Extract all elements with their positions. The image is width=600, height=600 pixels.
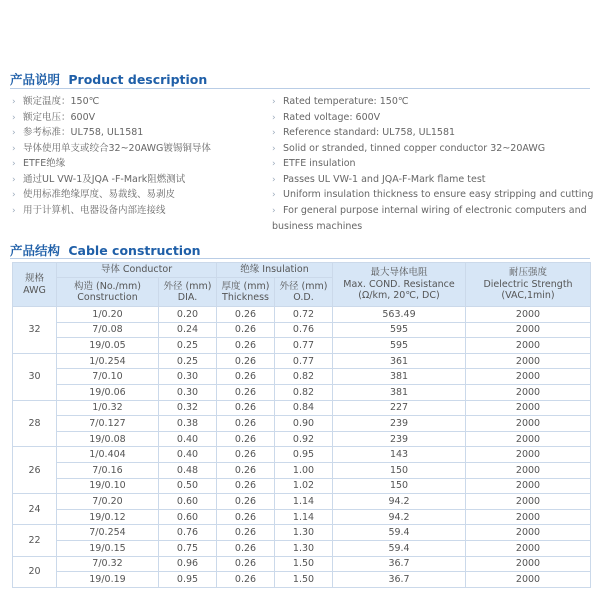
product-description-title-en: Product description bbox=[68, 72, 208, 87]
resistance-cell: 563.49 bbox=[333, 307, 466, 323]
resistance-cell: 36.7 bbox=[333, 572, 466, 588]
table-row bbox=[13, 338, 591, 354]
construction-cell: 19/0.10 bbox=[57, 478, 159, 494]
resistance-cell: 59.4 bbox=[333, 525, 466, 541]
product-description-list bbox=[12, 94, 600, 234]
od-cell: 1.50 bbox=[275, 556, 333, 572]
thickness-cell: 0.26 bbox=[217, 416, 275, 432]
resistance-cell: 239 bbox=[333, 431, 466, 447]
thickness-cell: 0.26 bbox=[217, 353, 275, 369]
resistance-cell: 59.4 bbox=[333, 540, 466, 556]
od-cell: 1.50 bbox=[275, 572, 333, 588]
od-cell: 1.02 bbox=[275, 478, 333, 494]
table-row bbox=[13, 525, 591, 541]
description-item-zh: › 使用标准绝缘厚度、易裁线、易剥皮 bbox=[12, 187, 175, 204]
header-conductor: 导体 Conductor bbox=[57, 263, 217, 278]
thickness-cell: 0.26 bbox=[217, 494, 275, 510]
description-item-zh: › 额定电压：600V bbox=[12, 110, 95, 127]
thickness-cell: 0.26 bbox=[217, 307, 275, 323]
dielectric-cell: 2000 bbox=[466, 556, 591, 572]
construction-cell: 19/0.06 bbox=[57, 384, 159, 400]
description-item-en: › Rated temperature: 150℃ bbox=[272, 94, 600, 111]
chevron-right-icon: › bbox=[12, 128, 16, 138]
table-row bbox=[13, 416, 591, 432]
header-od: 外径 (mm) O.D. bbox=[275, 278, 333, 307]
table-row bbox=[13, 447, 591, 463]
table-row bbox=[13, 572, 591, 588]
dielectric-cell: 2000 bbox=[466, 369, 591, 385]
chevron-right-icon: › bbox=[12, 159, 16, 169]
table-row bbox=[13, 431, 591, 447]
table-row bbox=[13, 462, 591, 478]
dielectric-cell: 2000 bbox=[466, 431, 591, 447]
description-item-zh: › 通过UL VW-1及JQA -F-Mark阻燃测试 bbox=[12, 172, 185, 189]
awg-cell: 30 bbox=[13, 353, 57, 400]
construction-cell: 19/0.08 bbox=[57, 431, 159, 447]
thickness-cell: 0.26 bbox=[217, 572, 275, 588]
chevron-right-icon: › bbox=[272, 190, 276, 200]
resistance-cell: 381 bbox=[333, 369, 466, 385]
description-item-en: › Reference standard: UL758, UL1581 bbox=[272, 125, 600, 142]
thickness-cell: 0.26 bbox=[217, 338, 275, 354]
header-awg: 规格 AWG bbox=[13, 263, 57, 307]
resistance-cell: 381 bbox=[333, 384, 466, 400]
dielectric-cell: 2000 bbox=[466, 307, 591, 323]
dia-cell: 0.95 bbox=[159, 572, 217, 588]
resistance-cell: 150 bbox=[333, 462, 466, 478]
cable-construction-title-zh: 产品结构 bbox=[10, 243, 61, 258]
description-item-en: › Uniform insulation thickness to ensure easy stripping and cutting bbox=[272, 187, 600, 204]
resistance-cell: 595 bbox=[333, 338, 466, 354]
table-row bbox=[13, 478, 591, 494]
thickness-cell: 0.26 bbox=[217, 384, 275, 400]
dielectric-cell: 2000 bbox=[466, 416, 591, 432]
awg-cell: 26 bbox=[13, 447, 57, 494]
table-row bbox=[13, 369, 591, 385]
thickness-cell: 0.26 bbox=[217, 540, 275, 556]
chevron-right-icon: › bbox=[272, 143, 276, 154]
dielectric-cell: 2000 bbox=[466, 572, 591, 588]
table-row bbox=[13, 353, 591, 369]
thickness-cell: 0.26 bbox=[217, 462, 275, 478]
chevron-right-icon: › bbox=[272, 205, 276, 216]
construction-cell: 7/0.20 bbox=[57, 494, 159, 510]
table-row bbox=[13, 400, 591, 416]
description-item bbox=[12, 187, 600, 203]
dia-cell: 0.40 bbox=[159, 431, 217, 447]
chevron-right-icon: › bbox=[272, 174, 276, 185]
od-cell: 1.14 bbox=[275, 509, 333, 525]
table-row bbox=[13, 384, 591, 400]
dia-cell: 0.24 bbox=[159, 322, 217, 338]
description-item-zh: › 参考标准：UL758, UL1581 bbox=[12, 125, 143, 142]
od-cell: 0.82 bbox=[275, 369, 333, 385]
description-item-en: › Rated voltage: 600V bbox=[272, 110, 600, 127]
dia-cell: 0.50 bbox=[159, 478, 217, 494]
thickness-cell: 0.26 bbox=[217, 447, 275, 463]
dia-cell: 0.32 bbox=[159, 400, 217, 416]
chevron-right-icon: › bbox=[272, 128, 276, 138]
dielectric-cell: 2000 bbox=[466, 353, 591, 369]
resistance-cell: 36.7 bbox=[333, 556, 466, 572]
cable-construction-divider bbox=[10, 258, 590, 259]
table-row bbox=[13, 540, 591, 556]
od-cell: 1.30 bbox=[275, 525, 333, 541]
construction-cell: 7/0.08 bbox=[57, 322, 159, 338]
chevron-right-icon: › bbox=[272, 97, 276, 107]
od-cell: 1.14 bbox=[275, 494, 333, 510]
awg-cell: 24 bbox=[13, 494, 57, 525]
table-row bbox=[13, 494, 591, 510]
dielectric-cell: 2000 bbox=[466, 494, 591, 510]
construction-cell: 19/0.05 bbox=[57, 338, 159, 354]
description-item-zh: › ETFE绝缘 bbox=[12, 156, 65, 173]
dia-cell: 0.60 bbox=[159, 494, 217, 510]
resistance-cell: 94.2 bbox=[333, 494, 466, 510]
dia-cell: 0.60 bbox=[159, 509, 217, 525]
description-item bbox=[12, 110, 600, 126]
thickness-cell: 0.26 bbox=[217, 369, 275, 385]
chevron-right-icon: › bbox=[12, 174, 16, 185]
resistance-cell: 143 bbox=[333, 447, 466, 463]
dielectric-cell: 2000 bbox=[466, 384, 591, 400]
header-construction: 构造 (No./mm) Construction bbox=[57, 278, 159, 307]
construction-cell: 7/0.127 bbox=[57, 416, 159, 432]
dielectric-cell: 2000 bbox=[466, 400, 591, 416]
thickness-cell: 0.26 bbox=[217, 322, 275, 338]
resistance-cell: 94.2 bbox=[333, 509, 466, 525]
description-item-en: › For general purpose internal wiring of electronic computers and business machines bbox=[272, 204, 587, 232]
awg-cell: 20 bbox=[13, 556, 57, 587]
od-cell: 0.77 bbox=[275, 338, 333, 354]
dielectric-cell: 2000 bbox=[466, 338, 591, 354]
chevron-right-icon: › bbox=[272, 112, 276, 123]
dia-cell: 0.38 bbox=[159, 416, 217, 432]
header-dielectric: 耐压强度 Dielectric Strength (VAC,1min) bbox=[466, 263, 591, 307]
dia-cell: 0.30 bbox=[159, 384, 217, 400]
header-insulation: 绝缘 Insulation bbox=[217, 263, 333, 278]
od-cell: 0.90 bbox=[275, 416, 333, 432]
awg-cell: 28 bbox=[13, 400, 57, 447]
dielectric-cell: 2000 bbox=[466, 478, 591, 494]
od-cell: 0.72 bbox=[275, 307, 333, 323]
dia-cell: 0.76 bbox=[159, 525, 217, 541]
awg-cell: 22 bbox=[13, 525, 57, 556]
construction-cell: 7/0.254 bbox=[57, 525, 159, 541]
dia-cell: 0.25 bbox=[159, 338, 217, 354]
od-cell: 0.92 bbox=[275, 431, 333, 447]
description-item bbox=[12, 172, 600, 188]
description-item-en: › Passes UL VW-1 and JQA-F-Mark flame test bbox=[272, 172, 600, 189]
od-cell: 1.30 bbox=[275, 540, 333, 556]
description-item-en: › Solid or stranded, tinned copper conductor 32~20AWG bbox=[272, 141, 600, 158]
dielectric-cell: 2000 bbox=[466, 462, 591, 478]
resistance-cell: 227 bbox=[333, 400, 466, 416]
thickness-cell: 0.26 bbox=[217, 509, 275, 525]
description-item bbox=[12, 203, 600, 234]
od-cell: 0.77 bbox=[275, 353, 333, 369]
construction-cell: 1/0.404 bbox=[57, 447, 159, 463]
construction-cell: 19/0.19 bbox=[57, 572, 159, 588]
construction-cell: 1/0.20 bbox=[57, 307, 159, 323]
thickness-cell: 0.26 bbox=[217, 525, 275, 541]
resistance-cell: 595 bbox=[333, 322, 466, 338]
table-row bbox=[13, 322, 591, 338]
description-item bbox=[12, 125, 600, 141]
cable-construction-title-en: Cable construction bbox=[68, 243, 201, 258]
header-thickness: 厚度 (mm) Thickness bbox=[217, 278, 275, 307]
resistance-cell: 239 bbox=[333, 416, 466, 432]
product-description-divider bbox=[10, 88, 590, 89]
chevron-right-icon: › bbox=[12, 112, 16, 123]
od-cell: 0.95 bbox=[275, 447, 333, 463]
table-row bbox=[13, 556, 591, 572]
description-item bbox=[12, 94, 600, 110]
od-cell: 0.82 bbox=[275, 384, 333, 400]
resistance-cell: 150 bbox=[333, 478, 466, 494]
header-dia: 外径 (mm) DIA. bbox=[159, 278, 217, 307]
dielectric-cell: 2000 bbox=[466, 447, 591, 463]
description-item bbox=[12, 141, 600, 157]
dielectric-cell: 2000 bbox=[466, 509, 591, 525]
cable-table-body bbox=[13, 307, 591, 588]
table-row bbox=[13, 509, 591, 525]
header-resistance: 最大导体电阻 Max. COND. Resistance (Ω/km, 20℃, DC) bbox=[333, 263, 466, 307]
od-cell: 1.00 bbox=[275, 462, 333, 478]
dia-cell: 0.48 bbox=[159, 462, 217, 478]
description-item bbox=[12, 156, 600, 172]
dia-cell: 0.20 bbox=[159, 307, 217, 323]
dia-cell: 0.40 bbox=[159, 447, 217, 463]
thickness-cell: 0.26 bbox=[217, 431, 275, 447]
construction-cell: 7/0.32 bbox=[57, 556, 159, 572]
thickness-cell: 0.26 bbox=[217, 400, 275, 416]
chevron-right-icon: › bbox=[12, 97, 16, 107]
construction-cell: 1/0.254 bbox=[57, 353, 159, 369]
awg-cell: 32 bbox=[13, 307, 57, 354]
product-description-title-zh: 产品说明 bbox=[10, 72, 61, 87]
dia-cell: 0.75 bbox=[159, 540, 217, 556]
construction-cell: 7/0.16 bbox=[57, 462, 159, 478]
dielectric-cell: 2000 bbox=[466, 322, 591, 338]
od-cell: 0.84 bbox=[275, 400, 333, 416]
cable-construction-table bbox=[12, 262, 591, 588]
chevron-right-icon: › bbox=[12, 143, 16, 154]
od-cell: 0.76 bbox=[275, 322, 333, 338]
chevron-right-icon: › bbox=[12, 205, 16, 216]
resistance-cell: 361 bbox=[333, 353, 466, 369]
dielectric-cell: 2000 bbox=[466, 540, 591, 556]
dia-cell: 0.25 bbox=[159, 353, 217, 369]
construction-cell: 19/0.15 bbox=[57, 540, 159, 556]
chevron-right-icon: › bbox=[272, 159, 276, 169]
construction-cell: 19/0.12 bbox=[57, 509, 159, 525]
description-item-zh: › 导体使用单支或绞合32~20AWG镀锡铜导体 bbox=[12, 141, 211, 158]
product-description-title bbox=[10, 70, 207, 88]
chevron-right-icon: › bbox=[12, 190, 16, 200]
construction-cell: 1/0.32 bbox=[57, 400, 159, 416]
description-item-zh: › 额定温度：150℃ bbox=[12, 94, 99, 111]
description-item-zh: › 用于计算机、电器设备内部连接线 bbox=[12, 203, 166, 220]
dia-cell: 0.96 bbox=[159, 556, 217, 572]
table-row bbox=[13, 307, 591, 323]
cable-construction-title bbox=[10, 241, 201, 259]
thickness-cell: 0.26 bbox=[217, 556, 275, 572]
dielectric-cell: 2000 bbox=[466, 525, 591, 541]
construction-cell: 7/0.10 bbox=[57, 369, 159, 385]
dia-cell: 0.30 bbox=[159, 369, 217, 385]
description-item-en: › ETFE insulation bbox=[272, 156, 600, 173]
thickness-cell: 0.26 bbox=[217, 478, 275, 494]
